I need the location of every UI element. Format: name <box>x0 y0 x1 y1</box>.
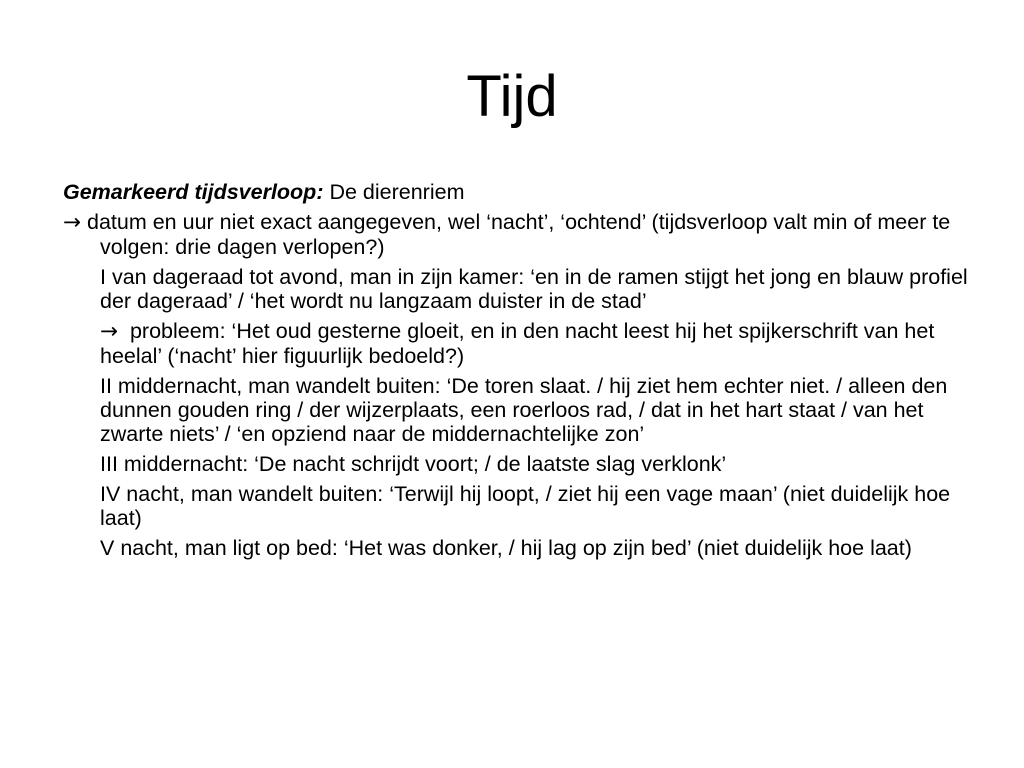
part-3-paragraph: III middernacht: ‘De nacht schrijdt voort; / de laatste slag verklonk’ <box>100 452 727 476</box>
problem-text: probleem: ‘Het oud gesterne gloeit, en in den nacht leest hij het spijkerschrift van het heelal’ (‘nacht’ hier figuurlijk bedoeld?) <box>100 319 941 368</box>
part-4-paragraph: IV nacht, man wandelt buiten: ‘Terwijl hij loopt, / ziet hij een vage maan’ (niet duidelijk hoe laat) <box>100 482 951 530</box>
intro-paragraph <box>63 180 973 204</box>
intro-text: De dierenriem <box>323 180 465 204</box>
part-2-paragraph: II middernacht, man wandelt buiten: ‘De toren slaat. / hij ziet hem echter niet. / alleen den dunnen gouden ring / der wijzerplaats, een roerloos rad, / dat in het hart staat / van het zwarte niets’ / ‘en opziend naar de middernachtelijke zon’ <box>100 374 948 446</box>
problem-paragraph <box>63 319 973 368</box>
arrow-paragraph-text: datum en uur niet exact aangegeven, wel ‘nacht’, ‘ochtend’ (tijdsverloop valt min of meer te volgen: drie dagen verlopen?) <box>81 210 951 259</box>
intro-lead: Gemarkeerd tijdsverloop: <box>63 180 324 204</box>
arrow-paragraph <box>63 210 973 259</box>
slide-title: Tijd <box>466 64 558 129</box>
part-1-paragraph: I van dageraad tot avond, man in zijn kamer: ‘en in de ramen stijgt het jong en blauw profiel der dageraad’ / ‘het wordt nu langzaam duister in de stad’ <box>100 265 968 313</box>
slide-body <box>63 180 973 566</box>
part-5-paragraph: V nacht, man ligt op bed: ‘Het was donker, / hij lag op zijn bed’ (niet duidelijk hoe laat) <box>100 536 912 560</box>
right-arrow-icon: → <box>100 319 119 344</box>
right-arrow-icon: → <box>63 210 82 235</box>
